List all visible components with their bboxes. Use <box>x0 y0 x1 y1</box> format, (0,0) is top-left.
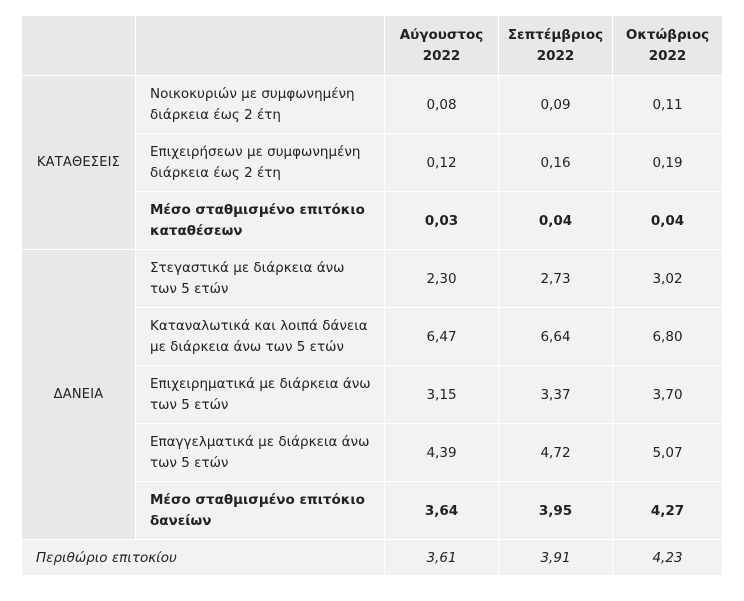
value-cell: 0,16 <box>499 134 613 192</box>
value-cell: 0,08 <box>385 76 499 134</box>
row-description: Επαγγελματικά με διάρκεια άνω των 5 ετών <box>136 424 385 482</box>
value-cell: 4,27 <box>613 482 723 540</box>
header-empty-description <box>136 16 385 76</box>
row-description: Επιχειρηματικά με διάρκεια άνω των 5 ετών <box>136 366 385 424</box>
value-cell: 3,64 <box>385 482 499 540</box>
header-month-october: Οκτώβριος 2022 <box>613 16 723 76</box>
category-deposits: ΚΑΤΑΘΕΣΕΙΣ <box>22 76 136 250</box>
row-description: Μέσο σταθμισμένο επιτόκιο καταθέσεων <box>136 192 385 250</box>
table-row <box>22 250 723 308</box>
header-row <box>22 16 723 76</box>
value-cell: 4,72 <box>499 424 613 482</box>
value-cell: 3,61 <box>385 540 499 576</box>
value-cell: 3,70 <box>613 366 723 424</box>
value-cell: 0,11 <box>613 76 723 134</box>
interest-rates-table <box>21 15 723 576</box>
header-month-august: Αύγουστος 2022 <box>385 16 499 76</box>
row-description: Επιχειρήσεων με συμφωνημένη διάρκεια έως 2 έτη <box>136 134 385 192</box>
value-cell: 5,07 <box>613 424 723 482</box>
value-cell: 3,95 <box>499 482 613 540</box>
value-cell: 0,09 <box>499 76 613 134</box>
value-cell: 2,30 <box>385 250 499 308</box>
value-cell: 3,37 <box>499 366 613 424</box>
value-cell: 0,12 <box>385 134 499 192</box>
value-cell: 0,03 <box>385 192 499 250</box>
row-description: Καταναλωτικά και λοιπά δάνεια με διάρκεια άνω των 5 ετών <box>136 308 385 366</box>
row-description: Μέσο σταθμισμένο επιτόκιο δανείων <box>136 482 385 540</box>
value-cell: 3,02 <box>613 250 723 308</box>
category-loans: ΔΑΝΕΙΑ <box>22 250 136 540</box>
row-description: Νοικοκυριών με συμφωνημένη διάρκεια έως 2 έτη <box>136 76 385 134</box>
value-cell: 6,47 <box>385 308 499 366</box>
value-cell: 3,15 <box>385 366 499 424</box>
margin-label: Περιθώριο επιτοκίου <box>22 540 385 576</box>
value-cell: 2,73 <box>499 250 613 308</box>
row-description: Στεγαστικά με διάρκεια άνω των 5 ετών <box>136 250 385 308</box>
value-cell: 6,64 <box>499 308 613 366</box>
value-cell: 4,39 <box>385 424 499 482</box>
value-cell: 4,23 <box>613 540 723 576</box>
value-cell: 0,04 <box>499 192 613 250</box>
header-month-september: Σεπτέμβριος 2022 <box>499 16 613 76</box>
value-cell: 3,91 <box>499 540 613 576</box>
value-cell: 6,80 <box>613 308 723 366</box>
table-row <box>22 76 723 134</box>
value-cell: 0,04 <box>613 192 723 250</box>
value-cell: 0,19 <box>613 134 723 192</box>
table-row-interest-margin <box>22 540 723 576</box>
header-empty-category <box>22 16 136 76</box>
